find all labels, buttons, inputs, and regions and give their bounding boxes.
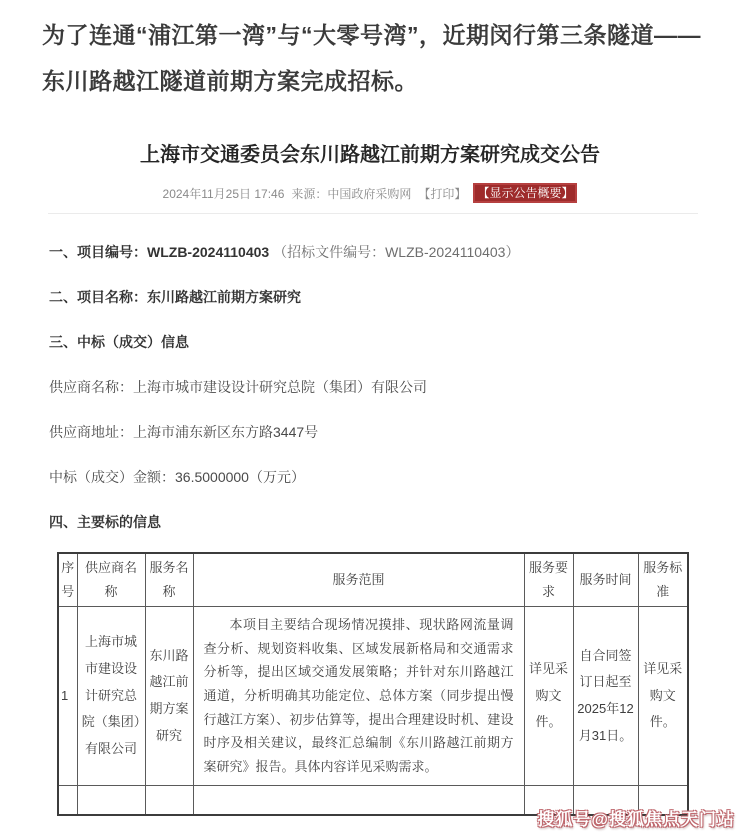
bid-info-table xyxy=(57,552,689,816)
supplier-address-line: 供应商地址：上海市浦东新区东方路3447号 xyxy=(49,424,319,440)
cell-supplier: 上海市城市建设设计研究总院（集团）有限公司 xyxy=(77,607,145,786)
empty-cell xyxy=(77,785,145,815)
empty-cell xyxy=(193,785,524,815)
print-button[interactable]: 【打印】 xyxy=(418,186,467,201)
cell-seq: 1 xyxy=(58,607,77,786)
page-title: 上海市交通委员会东川路越江前期方案研究成交公告 xyxy=(140,144,600,166)
col-header-service-scope: 服务范围 xyxy=(193,553,524,607)
table-header-row xyxy=(58,553,688,607)
meta-bar xyxy=(0,183,740,203)
empty-cell xyxy=(145,785,193,815)
section-project-number xyxy=(49,242,700,262)
empty-cell xyxy=(58,785,77,815)
sohu-watermark: 搜狐号@搜狐焦点天门站 xyxy=(537,810,735,829)
col-header-service-name: 服务名称 xyxy=(145,553,193,607)
show-summary-badge[interactable]: 【显示公告概要】 xyxy=(473,183,577,203)
col-header-service-time: 服务时间 xyxy=(573,553,638,607)
section-main-subject-heading: 四、主要标的信息 xyxy=(49,514,161,530)
cell-service-scope xyxy=(193,607,524,786)
col-header-seq: 序号 xyxy=(58,553,77,607)
project-number-value: WLZB-2024110403 xyxy=(147,244,270,260)
service-scope-text: 本项目主要结合现场情况摸排、现状路网流量调查分析、规划资料收集、区域发展新格局和交通需求分析等，提出区域交通发展策略；并针对东川路越江通道，分析明确其功能定位、总体方案（同步提出慢行越江方案）、初步估算等，提出合理建设时机、建设时序及相关建议，最终汇总编制《东川路越江前期方案研究》报告。具体内容详见采购需求。 xyxy=(203,617,514,775)
supplier-name-line: 供应商名称：上海市城市建设设计研究总院（集团）有限公司 xyxy=(49,379,427,395)
col-header-supplier: 供应商名称 xyxy=(77,553,145,607)
section-award-info-heading: 三、中标（成交）信息 xyxy=(49,334,189,350)
cell-service-time: 自合同签订日起至2025年12月31日。 xyxy=(573,607,638,786)
table-row xyxy=(58,607,688,786)
cell-service-name: 东川路越江前期方案研究 xyxy=(145,607,193,786)
project-number-label: 一、项目编号： xyxy=(49,244,147,260)
col-header-service-requirement: 服务要求 xyxy=(524,553,573,607)
award-amount-line: 中标（成交）金额：36.5000000（万元） xyxy=(49,469,305,485)
publish-datetime: 2024年11月25日 17:46 xyxy=(162,186,285,201)
source-text: 来源：中国政府采购网 xyxy=(291,186,412,201)
cell-service-standard: 详见采购文件。 xyxy=(638,607,688,786)
project-number-note: （招标文件编号：WLZB-2024110403） xyxy=(273,244,520,260)
divider xyxy=(48,213,698,214)
intro-paragraph: 为了连通“浦江第一湾”与“大零号湾”，近期闵行第三条隧道——东川路越江隧道前期方案完成招标。 xyxy=(42,22,701,94)
cell-service-requirement: 详见采购文件。 xyxy=(524,607,573,786)
col-header-service-standard: 服务标准 xyxy=(638,553,688,607)
section-project-name: 二、项目名称：东川路越江前期方案研究 xyxy=(49,289,301,305)
